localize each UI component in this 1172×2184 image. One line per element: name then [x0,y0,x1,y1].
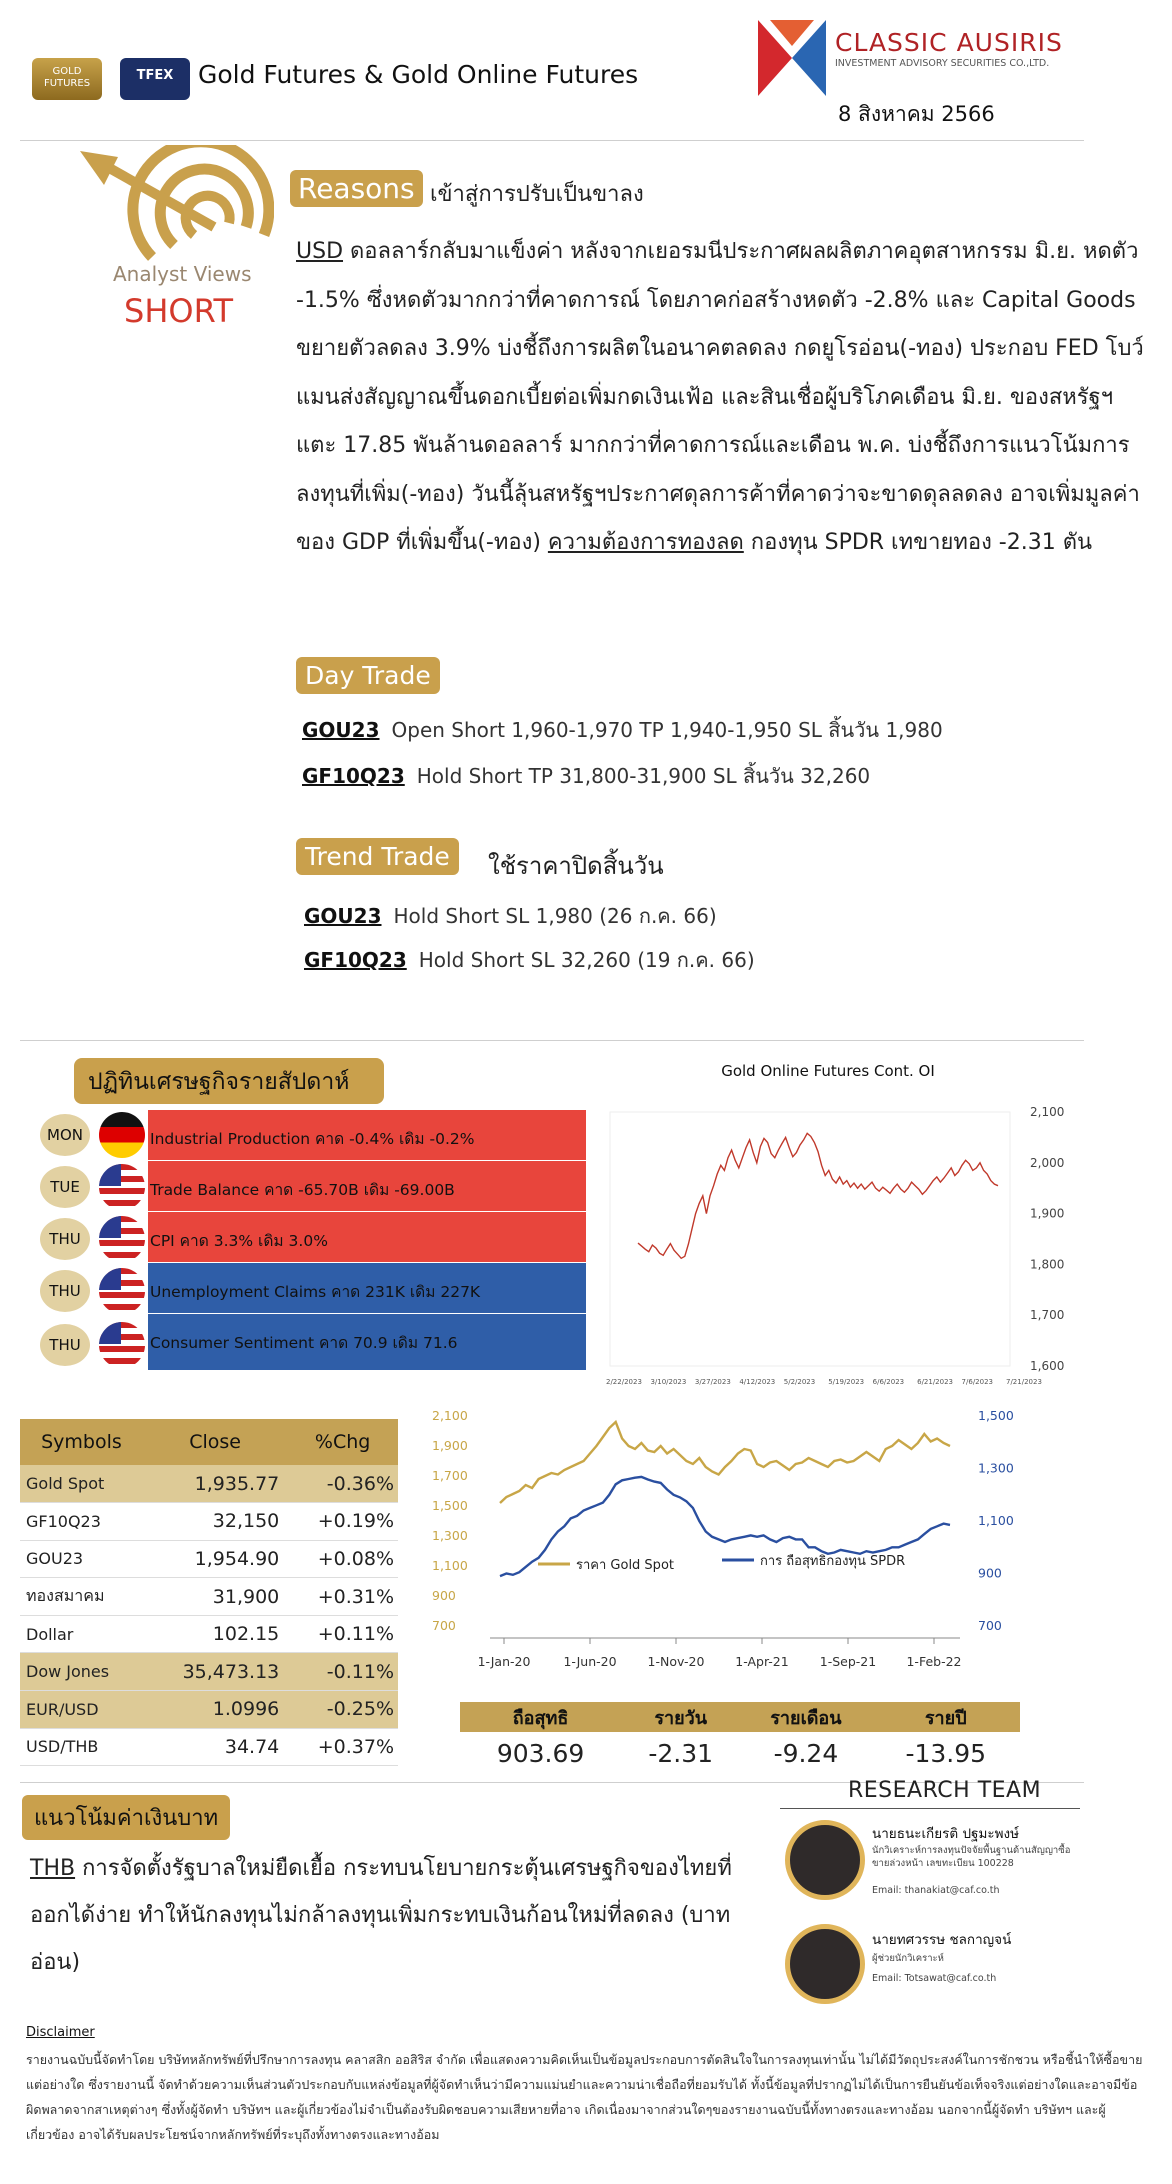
cell-close: 1,954.90 [143,1540,287,1578]
econ-event-row: Consumer Sentiment คาด 70.9 เดิม 71.6 [148,1314,586,1370]
x-tick-label: 1-Jun-20 [563,1654,617,1669]
econ-calendar-title: ปฏิทินเศรษฐกิจรายสัปดาห์ [74,1058,384,1104]
day-badge: THU [40,1218,90,1260]
usd-label: USD [296,239,344,264]
legend-label: การ ถือสุทธิกองทุน SPDR [760,1554,906,1569]
reasons-heading: เข้าสู่การปรับเป็นขาลง [430,182,644,207]
x-tick-label: 6/6/2023 [872,1378,905,1386]
y-tick-label: 1,900 [1030,1206,1065,1221]
analyst-email[interactable]: Email: Totsawat@caf.co.th [872,1973,997,1984]
oi-line [638,1133,998,1258]
day-badge: THU [40,1270,90,1312]
x-tick-label: 1-Nov-20 [647,1654,705,1669]
disclaimer-heading: Disclaimer [26,2025,95,2040]
spdr-value: -2.31 [648,1738,714,1768]
cell-chg: +0.19% [287,1503,398,1541]
cell-symbol: Dow Jones [20,1653,143,1691]
econ-event-row: CPI คาด 3.3% เดิม 3.0% [148,1212,586,1262]
x-tick-label: 2/22/2023 [606,1378,642,1386]
analyst-name: นายทศวรรษ ชลกาญจน์ [872,1932,1012,1948]
cell-symbol: Dollar [20,1615,143,1653]
us-flag-icon [99,1164,145,1210]
x-tick-label: 7/21/2023 [1006,1378,1042,1386]
col-header: รายปี [872,1702,1020,1732]
y-left-tick-label: 1,900 [432,1438,468,1453]
cell-chg: -0.25% [287,1691,398,1729]
thb-body: THB การจัดตั้งรัฐบาลใหม่ยืดเยื้อ กระทบนโยบายกระตุ้นเศรษฐกิจของไทยที่ออกได้ง่าย ทำให้นักลงทุนไม่กล้าลงทุนเพิ่มกระทบเงินก้อนใหม่ที่ลดลง (บาทอ่อน) [30,1856,732,1975]
y-left-tick-label: 700 [432,1618,456,1633]
y-right-tick-label: 900 [978,1565,1002,1581]
trend-trade-row: GF10Q23 Hold Short SL 32,260 (19 ก.ค. 66) [304,948,755,972]
y-right-tick-label: 700 [978,1618,1002,1633]
analyst-views-label: Analyst Views [113,262,252,286]
cell-symbol: GOU23 [20,1540,143,1578]
col-header: รายเดือน [740,1702,871,1732]
germany-flag-icon [99,1112,145,1158]
y-right-tick-label: 1,500 [978,1408,1014,1423]
reasons-tag: Reasons [290,170,423,207]
col-header: %Chg [287,1419,398,1465]
trend-trade-row: GOU23 Hold Short SL 1,980 (26 ก.ค. 66) [304,904,717,928]
day-badge: TUE [40,1166,90,1208]
y-tick-label: 1,700 [1030,1308,1065,1323]
cell-chg: -0.36% [287,1465,398,1503]
cell-chg: +0.08% [287,1540,398,1578]
y-left-tick-label: 1,700 [432,1468,468,1483]
analyst-photo [785,1820,865,1900]
day-trade-tag: Day Trade [296,657,440,694]
brand-name: CLASSIC AUSIRIS [835,28,1063,57]
day-trade-row: GF10Q23 Hold Short TP 31,800-31,900 SL สิ้นวัน 32,260 [302,764,871,788]
x-tick-label: 5/2/2023 [783,1378,816,1386]
trend-trade-note: ใช้ราคาปิดสิ้นวัน [488,852,664,880]
cell-symbol: EUR/USD [20,1691,143,1729]
report-date: 8 สิงหาคม 2566 [838,102,995,126]
price-table [20,1419,398,1766]
disclaimer-text: รายงานฉบับนี้จัดทำโดย บริษัทหลักทรัพย์ที่ปรึกษาการลงทุน คลาสสิก ออสิริส จำกัด เพื่อแสดงความคิดเห็นเป็นข้อมูลประกอบการตัดสินใจในการลงทุนเท่านั้น ไม่ได้มีวัตถุประสงค์ในการชักชวน หรือชี้นำให้ซื้อขายแต่อย่างใด ซึ่งรายงานนี้ จัดทำด้วยความเห็นส่วนตัวประกอบกับแหล่งข้อมูลที่ผู้จัดทำเห็นว่ามีความแม่นยำและความน่าเชื่อถือที่ยอมรับได้ ทั้งนี้ข้อมูลที่ปรากฏไม่ได้เป็นการยืนยันข้อเท็จจริงแต่อย่างใดและอาจมีข้อผิดพลาดจากสาเหตุต่างๆ ซึ่งทั้งผู้จัดทำ บริษัทฯ และผู้เกี่ยวข้องไม่จำเป็นต้องรับผิดชอบความเสียหายที่อาจ เกิดเนื่องมาจากส่วนใดๆของรายงานฉบับนี้ทั้งทางตรงและทางอ้อม นอกจากนี้ผู้จัดทำ บริษัทฯ และผู้เกี่ยวข้อง อาจได้รับผลประโยชน์จากหลักทรัพย์ที่ระบุถึงทั้งทางตรงและทางอ้อม [26,2052,1143,2142]
x-tick-label: 4/12/2023 [739,1378,776,1386]
us-flag-icon [99,1216,145,1262]
x-tick-label: 5/19/2023 [828,1378,865,1386]
cell-close: 34.74 [143,1728,287,1766]
day-badge: THU [40,1324,90,1366]
legend-label: ราคา Gold Spot [576,1558,674,1573]
y-tick-label: 1,600 [1030,1359,1065,1373]
demand-label: ความต้องการทองลด [547,530,744,555]
y-right-tick-label: 1,300 [978,1460,1014,1476]
col-header: Close [143,1419,287,1465]
x-tick-label: 1-Sep-21 [819,1654,877,1669]
analyst-role: ผู้ช่วยนักวิเคราะห์ [872,1953,944,1964]
cell-close: 31,900 [143,1578,287,1616]
table-row [20,1691,398,1729]
y-left-tick-label: 900 [432,1588,456,1603]
cell-symbol: Gold Spot [20,1465,143,1503]
signal-short: SHORT [124,292,234,330]
y-left-tick-label: 1,300 [432,1528,468,1543]
cell-chg: +0.31% [287,1578,398,1616]
y-tick-label: 1,800 [1030,1257,1065,1272]
y-left-tick-label: 2,100 [432,1408,468,1423]
econ-event-row: Unemployment Claims คาด 231K เดิม 227K [148,1263,586,1313]
table-row [20,1503,398,1541]
econ-event-row: Industrial Production คาด -0.4% เดิม -0.2% [148,1110,586,1160]
y-right-tick-label: 1,100 [978,1513,1014,1528]
page-title: Gold Futures & Gold Online Futures [198,60,639,89]
x-tick-label: 1-Feb-22 [906,1654,962,1669]
cell-symbol: GF10Q23 [20,1503,143,1541]
y-tick-label: 2,000 [1030,1155,1065,1170]
trend-trade-tag: Trend Trade [296,838,459,875]
cell-chg: +0.11% [287,1615,398,1653]
cell-close: 1,935.77 [143,1465,287,1503]
col-header: ถือสุทธิ [460,1702,621,1732]
reasons-body: USD ดอลลาร์กลับมาแข็งค่า หลังจากเยอรมนีประกาศผลผลิตภาคอุตสาหกรรม มิ.ย. หดตัว -1.5% ซึ่งหดตัวมากกว่าที่คาดการณ์ โดยภาคก่อสร้างหดตัว -2.8% และ Capital Goods ขยายตัวลดลง 3.9% บ่งชี้ถึงการผลิตในอนาคตลดลง กดยูโรอ่อน(-ทอง) ประกอบ FED โบว์แมนส่งสัญญาณขึ้นดอกเบี้ยต่อเพิ่มกดเงินเฟ้อ และสินเชื่อผู้บริโภคเดือน มิ.ย. ของสหรัฐฯแตะ 17.85 พันล้านดอลลาร์ มากกว่าที่คาดการณ์และเดือน พ.ค. บ่งชี้ถึงการแนวโน้มการลงทุนที่เพิ่ม(-ทอง) วันนี้ลุ้นสหรัฐฯประกาศดุลการค้าที่คาดว่าจะขาดดุลลดลง อาจเพิ่มมูลค่าของ GDP ที่เพิ่มขึ้น(-ทอง) ความต้องการทองลด กองทุน SPDR เทขายทอง -2.31 ตัน [296,239,1144,555]
tfex-logo: TFEX [120,58,190,100]
plot-area [610,1112,1010,1366]
table-row [20,1653,398,1691]
oi-chart [600,1048,1070,1388]
econ-event-row: Trade Balance คาด -65.70B เดิม -69.00B [148,1161,586,1211]
day-badge: MON [40,1114,90,1156]
day-trade-row: GOU23 Open Short 1,960-1,970 TP 1,940-1,950 SL สิ้นวัน 1,980 [302,718,943,742]
table-row [20,1578,398,1616]
cell-symbol: ทองสมาคม [20,1578,143,1616]
analyst-name: นายธนะเกียรติ ปฐมะพงษ์ [872,1826,1020,1842]
table-row [20,1728,398,1766]
y-tick-label: 2,100 [1030,1105,1065,1119]
cell-close: 102.15 [143,1615,287,1653]
x-tick-label: 1-Jan-20 [477,1654,531,1669]
table-row [20,1540,398,1578]
x-tick-label: 3/10/2023 [650,1378,687,1386]
us-flag-icon [99,1322,145,1368]
brand-subtitle: INVESTMENT ADVISORY SECURITIES CO.,LTD. [835,58,1050,69]
cell-close: 1.0996 [143,1691,287,1729]
spdr-holdings-table [460,1702,1020,1774]
target-arrow-icon [74,145,274,275]
chart-title: Gold Online Futures Cont. OI [721,1062,935,1080]
gold-spdr-chart [430,1404,1050,1694]
col-header: Symbols [20,1419,143,1465]
table-row [20,1615,398,1653]
x-tick-label: 7/6/2023 [961,1378,994,1386]
x-tick-label: 1-Apr-21 [735,1654,789,1669]
spdr-value: -9.24 [773,1738,839,1768]
gold-spot-line [500,1422,950,1503]
thb-tag: แนวโน้มค่าเงินบาท [22,1795,230,1840]
x-tick-label: 6/21/2023 [917,1378,954,1386]
cell-chg: +0.37% [287,1728,398,1766]
cell-chg: -0.11% [287,1653,398,1691]
x-tick-label: 3/27/2023 [694,1378,731,1386]
table-row [20,1465,398,1503]
analyst-email[interactable]: Email: thanakiat@caf.co.th [872,1885,1000,1896]
analyst-role: นักวิเคราะห์การลงทุนปัจจัยพื้นฐานด้านสัญญาซื้อขายล่วงหน้า เลขทะเบียน 100228 [872,1845,1071,1869]
gold-futures-logo: GOLD FUTURES [32,58,102,100]
col-header: รายวัน [621,1702,740,1732]
cell-symbol: USD/THB [20,1728,143,1766]
analyst-photo [785,1924,865,2004]
us-flag-icon [99,1268,145,1314]
cell-close: 35,473.13 [143,1653,287,1691]
y-left-tick-label: 1,500 [432,1498,468,1513]
research-team-title: RESEARCH TEAM [848,1778,1042,1803]
y-left-tick-label: 1,100 [432,1558,468,1573]
classic-ausiris-logo-icon [758,20,826,96]
spdr-value: 903.69 [496,1738,585,1768]
cell-close: 32,150 [143,1503,287,1541]
spdr-value: -13.95 [905,1738,987,1768]
